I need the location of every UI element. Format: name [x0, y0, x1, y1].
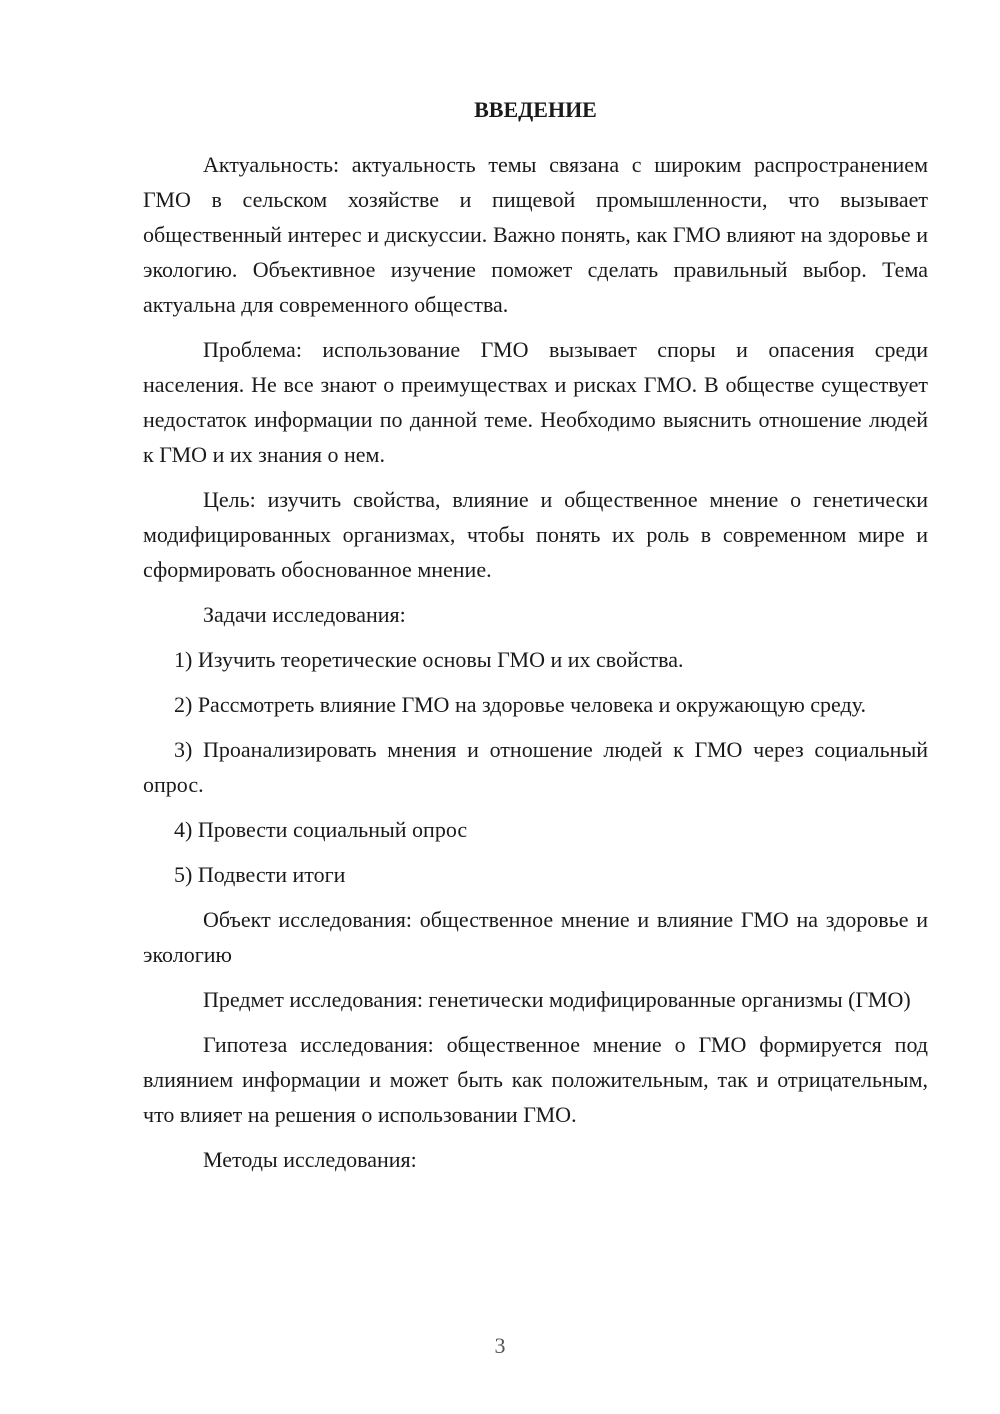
section-title: ВВЕДЕНИЕ [474, 97, 597, 122]
paragraph-methods: Методы исследования: [203, 1147, 417, 1172]
paragraph-problem: Проблема: использование ГМО вызывает споры и опасения среди населения. Не все знают о преимуществах и рисках ГМО. В обществе существует недостаток информации по данной теме. Необходимо выяснить отношение людей к ГМО и их знания о нем. [143, 337, 928, 467]
document-page [143, 92, 928, 1187]
task-item-2: 2) Рассмотреть влияние ГМО на здоровье человека и окружающую среду. [174, 692, 866, 717]
task-item-4: 4) Провести социальный опрос [174, 817, 468, 842]
task-item-5: 5) Подвести итоги [174, 862, 346, 887]
task-item-3: 3) Проанализировать мнения и отношение людей к ГМО через социальный опрос. [143, 737, 928, 797]
paragraph-hypothesis: Гипотеза исследования: общественное мнение о ГМО формируется под влиянием информации и может быть как положительным, так и отрицательным, что влияет на решения о использовании ГМО. [143, 1032, 928, 1127]
paragraph-goal: Цель: изучить свойства, влияние и общественное мнение о генетически модифицированных организмах, чтобы понять их роль в современном мире и сформировать обоснованное мнение. [143, 487, 928, 582]
task-item-1: 1) Изучить теоретические основы ГМО и их свойства. [174, 647, 684, 672]
paragraph-tasks-heading: Задачи исследования: [203, 602, 406, 627]
paragraph-relevance: Актуальность: актуальность темы связана с широким распространением ГМО в сельском хозяйстве и пищевой промышленности, что вызывает общественный интерес и дискуссии. Важно понять, как ГМО влияют на здоровье и экологию. Объективное изучение поможет сделать правильный выбор. Тема актуальна для современного общества. [143, 152, 928, 317]
page-number: 3 [494, 1333, 506, 1358]
paragraph-object: Объект исследования: общественное мнение и влияние ГМО на здоровье и экологию [143, 907, 928, 967]
paragraph-subject: Предмет исследования: генетически модифицированные организмы (ГМО) [203, 987, 911, 1012]
